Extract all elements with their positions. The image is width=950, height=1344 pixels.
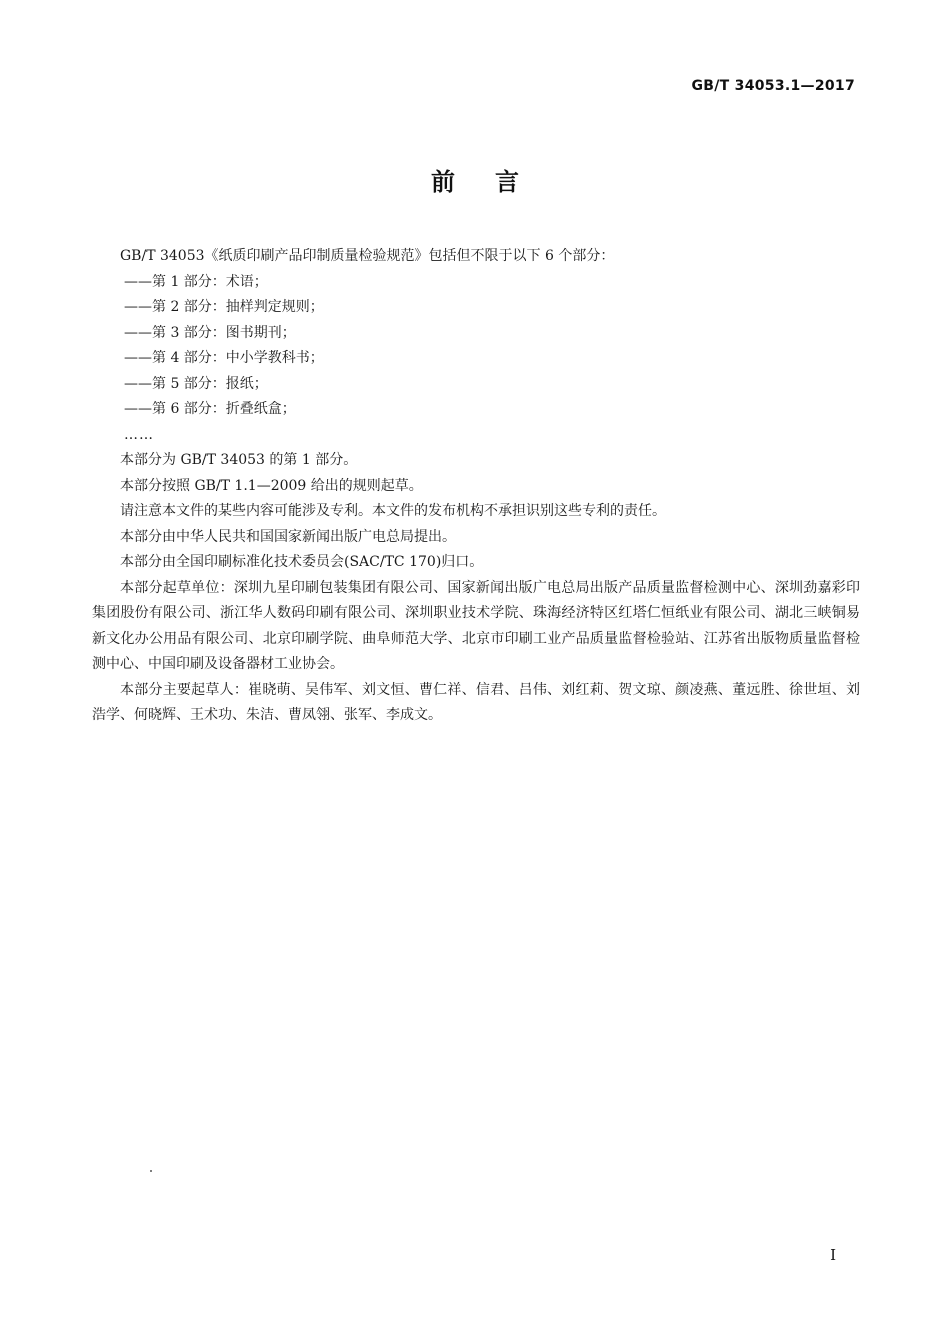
scan-artifact-dot	[150, 1170, 152, 1172]
drafting-units: 本部分起草单位：深圳九星印刷包装集团有限公司、国家新闻出版广电总局出版产品质量监督检测中心、深圳劲嘉彩印集团股份有限公司、浙江华人数码印刷有限公司、深圳职业技术学院、珠海经济特区红塔仁恒纸业有限公司、湖北三峡铜易新文化办公用品有限公司、北京印刷学院、曲阜师范大学、北京市印刷工业产品质量监督检验站、江苏省出版物质量监督检测中心、中国印刷及设备器材工业协会。	[92, 579, 860, 672]
drafting-rules-statement: 本部分按照 GB/T 1.1—2009 给出的规则起草。	[120, 477, 423, 494]
part-list-item: ——第 6 部分：折叠纸盒；	[124, 401, 296, 417]
page-number: I	[830, 1246, 836, 1264]
list-ellipsis: ……	[124, 426, 154, 443]
part-statement: 本部分为 GB/T 34053 的第 1 部分。	[120, 452, 358, 468]
part-list-item: ——第 5 部分：报纸；	[124, 375, 268, 392]
part-list-item: ——第 4 部分：中小学教科书；	[124, 350, 324, 366]
proposer-statement: 本部分由中华人民共和国国家新闻出版广电总局提出。	[120, 528, 456, 545]
part-list-item: ——第 1 部分：术语；	[124, 273, 268, 290]
part-list-item: ——第 2 部分：抽样判定规则；	[124, 299, 324, 315]
patent-notice: 请注意本文件的某些内容可能涉及专利。本文件的发布机构不承担识别这些专利的责任。	[120, 503, 666, 519]
standard-code: GB/T 34053.1—2017	[691, 78, 855, 94]
foreword-body	[92, 244, 860, 729]
intro-paragraph: GB/T 34053《纸质印刷产品印制质量检验规范》包括但不限于以下 6 个部分：	[120, 248, 615, 264]
part-list-item: ——第 3 部分：图书期刊；	[124, 324, 296, 341]
main-drafters: 本部分主要起草人：崔晓萌、吴伟军、刘文恒、曹仁祥、信君、吕伟、刘红莉、贺文琼、颜凌燕、董远胜、徐世垣、刘浩学、何晓辉、王术功、朱洁、曹凤翎、张军、李成文。	[92, 681, 860, 723]
page-title: 前言	[431, 168, 559, 196]
committee-statement: 本部分由全国印刷标准化技术委员会(SAC/TC 170)归口。	[120, 554, 484, 570]
